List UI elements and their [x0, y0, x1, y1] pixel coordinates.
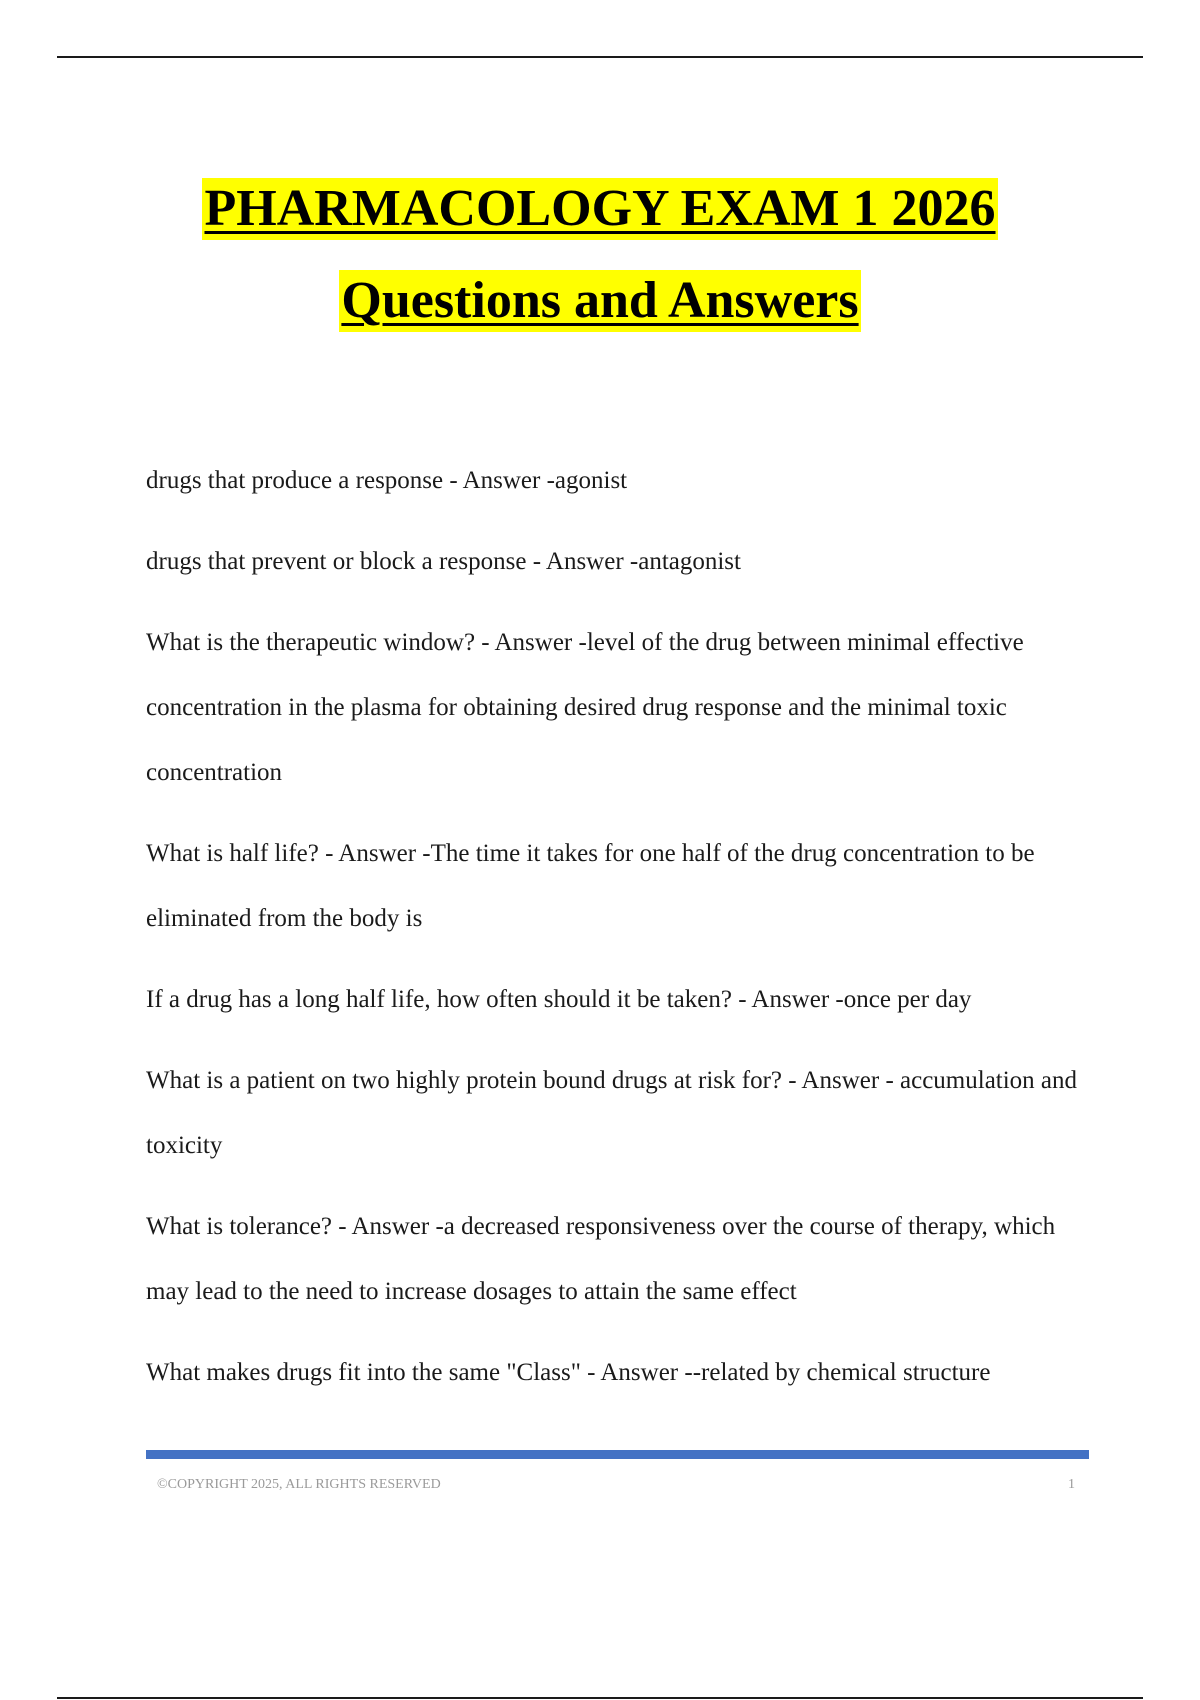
qa-list — [146, 448, 1096, 1421]
title-line-2: Questions and Answers — [339, 270, 860, 332]
document-title — [0, 178, 1200, 332]
qa-item: drugs that prevent or block a response - Answer -antagonist — [146, 548, 741, 575]
qa-item: What is half life? - Answer -The time it takes for one half of the drug concentration to be eliminated from the body is — [146, 840, 1035, 932]
bottom-rule — [57, 1697, 1143, 1699]
page-number: 1 — [1068, 1477, 1075, 1492]
qa-item: What is a patient on two highly protein bound drugs at risk for? - Answer - accumulation and toxicity — [146, 1067, 1078, 1159]
qa-item: What is tolerance? - Answer -a decreased responsiveness over the course of therapy, which may lead to the need to increase dosages to attain the same effect — [146, 1213, 1056, 1305]
qa-item: What makes drugs fit into the same "Class" - Answer --related by chemical structure — [146, 1359, 991, 1386]
qa-item: What is the therapeutic window? - Answer -level of the drug between minimal effective concentration in the plasma for obtaining desired drug response and the minimal toxic concentration — [146, 629, 1024, 786]
footer-bar — [146, 1450, 1089, 1459]
qa-item: If a drug has a long half life, how often should it be taken? - Answer -once per day — [146, 986, 972, 1013]
title-line-1: PHARMACOLOGY EXAM 1 2026 — [202, 178, 997, 240]
footer-copyright: ©COPYRIGHT 2025, ALL RIGHTS RESERVED — [157, 1477, 441, 1492]
top-rule — [57, 56, 1143, 58]
qa-item: drugs that produce a response - Answer -agonist — [146, 467, 628, 494]
